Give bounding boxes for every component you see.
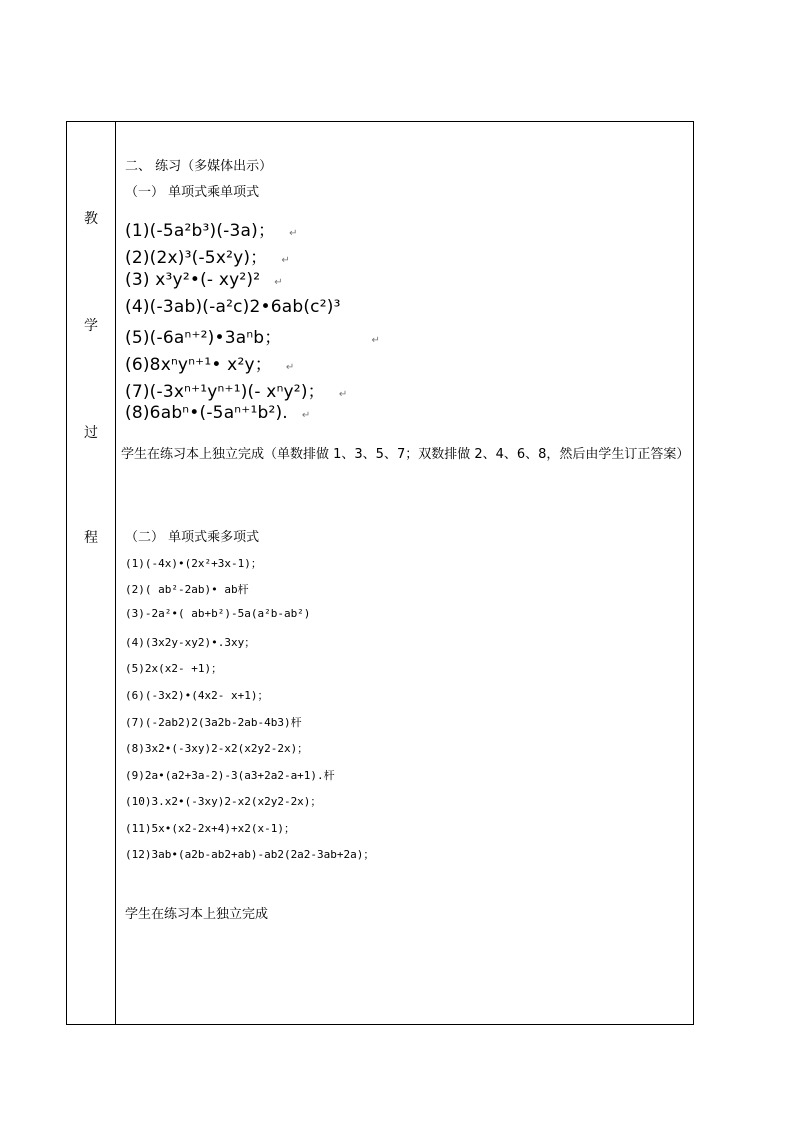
exercise-item: (1)(-4x)•(2x²+3x-1)； [125,557,262,570]
exercise-item: (12)3ab•(a2b-ab2+ab)-ab2(2a2-3ab+2a)； [125,848,375,861]
part1-heading: （一） 单项式乘单项式 [125,185,260,200]
exercise-item: (6)(-3x2)•(4x2- x+1)； [125,689,269,702]
part2-heading: （二） 单项式乘多项式 [125,530,260,545]
side-label-char: 程 [84,530,98,546]
part2-instruction: 学生在练习本上独立完成 [125,907,269,922]
side-label-char: 学 [84,318,98,334]
exercise-item: (2)( ab²-2ab)• ab杆 [125,583,249,596]
exercise-item: (7)(-3xⁿ⁺¹yⁿ⁺¹)(- xⁿy²)； ↵ [125,382,348,402]
exercise-item: (11)5x•(x2-2x+4)+x2(x-1)； [125,822,295,835]
part1-instruction: 学生在练习本上独立完成（单数排做 1、3、5、7；双数排做 2、4、6、8，然后由学生订正答案） [121,447,690,462]
side-label-char: 过 [84,425,98,441]
exercise-item: (6)8xⁿyⁿ⁺¹• x²y； ↵ [125,355,295,375]
lesson-table [66,121,694,1025]
exercise-item: (3) x³y²•(- xy²)² ↵ [125,270,283,290]
exercise-item: (1)(-5a²b³)(-3a)； ↵ [125,221,298,241]
side-label-char: 教 [84,211,98,227]
section-title: 二、 练习（多媒体出示） [125,159,273,174]
exercise-item: (4)(3x2y-xy2)•.3xy； [125,636,256,649]
exercise-item: (9)2a•(a2+3a-2)-3(a3+2a2-a+1).杆 [125,769,335,782]
exercise-item: (5)(-6aⁿ⁺²)•3aⁿb； ↵ [125,328,381,348]
side-label-column [67,122,116,1024]
exercise-item: (3)-2a²•( ab+b²)-5a(a²b-ab²) [125,607,311,620]
exercise-item: (8)6abⁿ•(-5aⁿ⁺¹b²). ↵ [125,403,311,423]
content-cell [117,122,693,1024]
exercise-item: (4)(-3ab)(-a²c)2•6ab(c²)³ [125,297,341,317]
exercise-item: (7)(-2ab2)2(3a2b-2ab-4b3)杆 [125,716,302,729]
exercise-item: (8)3x2•(-3xy)2-x2(x2y2-2x)； [125,742,309,755]
exercise-item: (10)3.x2•(-3xy)2-x2(x2y2-2x)； [125,795,322,808]
exercise-item: (2)(2x)³(-5x²y)； ↵ [125,248,290,268]
exercise-item: (5)2x(x2- +1)； [125,662,223,675]
